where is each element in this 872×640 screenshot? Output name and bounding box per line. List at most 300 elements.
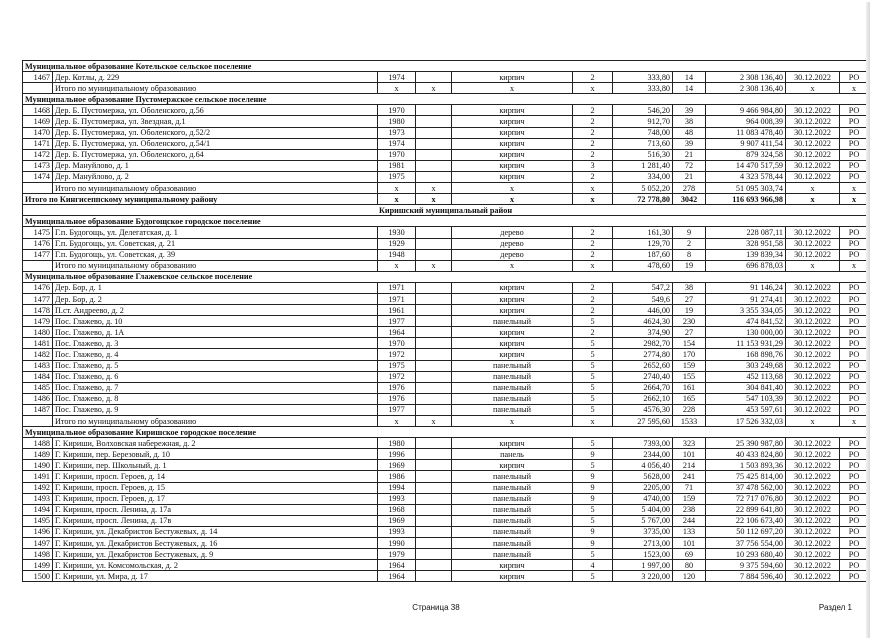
table-cell: 30.12.2022 <box>786 138 840 149</box>
table-row <box>23 449 869 460</box>
table-cell: Дер. Б. Пустомержа, ул. Звездная, д.1 <box>53 116 378 127</box>
table-cell: 5628,00 <box>613 471 673 482</box>
table-cell: 30.12.2022 <box>786 560 840 571</box>
table-cell: 27 595,60 <box>613 416 673 427</box>
table-cell: РО <box>840 482 869 493</box>
table-cell: Дер. Б. Пустомержа, ул. Оболенского, д.52/2 <box>53 127 378 138</box>
table-cell: Г. Кириши, ул. Комсомольская, д. 2 <box>53 560 378 571</box>
table-cell: панельный <box>452 360 573 371</box>
table-cell: РО <box>840 560 869 571</box>
table-cell <box>416 526 452 537</box>
table-cell <box>416 349 452 360</box>
table-cell: 9 <box>573 493 613 504</box>
table-cell: 1533 <box>673 416 706 427</box>
table-cell: 1478 <box>23 305 53 316</box>
table-cell: панельный <box>452 471 573 482</box>
table-cell: 333,80 <box>613 72 673 83</box>
table-cell: 22 106 673,40 <box>706 515 786 526</box>
table-cell: 91 274,41 <box>706 293 786 304</box>
table-cell: 11 083 478,40 <box>706 127 786 138</box>
table-cell: x <box>840 416 869 427</box>
table-cell: 21 <box>673 149 706 160</box>
table-cell: 30.12.2022 <box>786 327 840 338</box>
table-cell: 1485 <box>23 382 53 393</box>
table-cell: 1 281,40 <box>613 160 673 171</box>
table-cell: 214 <box>673 460 706 471</box>
table-cell: x <box>378 183 416 194</box>
table-cell: 2662,10 <box>613 393 673 404</box>
table-cell: 1981 <box>378 160 416 171</box>
table-cell: кирпич <box>452 149 573 160</box>
table-cell: 1480 <box>23 327 53 338</box>
table-cell: Итого по муниципальному образованию <box>53 416 378 427</box>
table-cell: 3042 <box>673 194 706 205</box>
table-cell <box>416 482 452 493</box>
table-cell: кирпич <box>452 305 573 316</box>
table-cell: 5 <box>573 515 613 526</box>
table-cell <box>416 338 452 349</box>
table-cell: 1970 <box>378 105 416 116</box>
table-cell: Итого по муниципальному образованию <box>53 183 378 194</box>
table-cell: x <box>573 260 613 271</box>
table-cell: 1498 <box>23 549 53 560</box>
table-cell: Пос. Глажево, д. 7 <box>53 382 378 393</box>
table-cell: 9 466 984,80 <box>706 105 786 116</box>
table-cell: 1477 <box>23 249 53 260</box>
table-cell: 713,60 <box>613 138 673 149</box>
table-cell: 159 <box>673 360 706 371</box>
district-title: Киришский муниципальный район <box>23 205 869 216</box>
table-cell <box>23 83 53 94</box>
table-cell: x <box>786 194 840 205</box>
table-cell: x <box>786 416 840 427</box>
table-cell: 2982,70 <box>613 338 673 349</box>
table-cell: 546,20 <box>613 105 673 116</box>
table-row <box>23 316 869 327</box>
table-cell: дерево <box>452 249 573 260</box>
table-cell: 1492 <box>23 482 53 493</box>
table-cell: 1476 <box>23 238 53 249</box>
table-cell: РО <box>840 526 869 537</box>
section-title: Муниципальное образование Котельское сельское поселение <box>23 61 869 72</box>
table-cell: 101 <box>673 449 706 460</box>
table-cell: 1499 <box>23 560 53 571</box>
table-row <box>23 305 869 316</box>
table-cell: 4 323 578,44 <box>706 171 786 182</box>
table-cell: 1964 <box>378 571 416 582</box>
table-cell: РО <box>840 338 869 349</box>
table-cell: РО <box>840 382 869 393</box>
table-cell: 165 <box>673 393 706 404</box>
table-cell: 696 878,03 <box>706 260 786 271</box>
table-cell <box>416 116 452 127</box>
table-row <box>23 127 869 138</box>
table-cell: панельный <box>452 504 573 515</box>
table-cell: 2740,40 <box>613 371 673 382</box>
table-cell: 30.12.2022 <box>786 238 840 249</box>
table-cell: 30.12.2022 <box>786 382 840 393</box>
table-cell: РО <box>840 438 869 449</box>
table-row <box>23 549 869 560</box>
table-cell: 30.12.2022 <box>786 571 840 582</box>
table-cell: 2 <box>573 249 613 260</box>
table-cell: РО <box>840 349 869 360</box>
table-row <box>23 293 869 304</box>
table-cell: Дер. Б. Пустомержа, ул. Оболенского, д.64 <box>53 149 378 160</box>
table-cell: 72 <box>673 160 706 171</box>
housing-register-table <box>22 60 869 582</box>
table-cell <box>416 105 452 116</box>
table-cell: 1474 <box>23 171 53 182</box>
table-cell <box>416 393 452 404</box>
table-cell: 133 <box>673 526 706 537</box>
district-total-row <box>23 194 869 205</box>
table-cell: 1468 <box>23 105 53 116</box>
table-cell: Итого по Кингисеппскому муниципальному району <box>23 194 378 205</box>
table-cell: 91 146,24 <box>706 282 786 293</box>
table-cell: 1961 <box>378 305 416 316</box>
table-cell: 1470 <box>23 127 53 138</box>
table-cell <box>416 72 452 83</box>
table-cell: 1969 <box>378 460 416 471</box>
table-cell: 1473 <box>23 160 53 171</box>
table-cell: 1490 <box>23 460 53 471</box>
table-cell: 154 <box>673 338 706 349</box>
table-cell: РО <box>840 316 869 327</box>
table-cell: Пос. Глажево, д. 8 <box>53 393 378 404</box>
table-cell: 80 <box>673 560 706 571</box>
table-row <box>23 327 869 338</box>
table-cell: Г. Кириши, ул. Декабристов Бестужевых, д. 9 <box>53 549 378 560</box>
table-cell: 2 <box>573 116 613 127</box>
table-cell: 5 <box>573 571 613 582</box>
table-cell: 1 503 893,36 <box>706 460 786 471</box>
table-cell <box>416 327 452 338</box>
table-cell: РО <box>840 515 869 526</box>
table-cell: 1469 <box>23 116 53 127</box>
table-row <box>23 404 869 415</box>
table-cell: Г.п. Будогощь, ул. Делегатская, д. 1 <box>53 227 378 238</box>
table-cell: x <box>378 260 416 271</box>
table-cell <box>416 160 452 171</box>
table-cell: 5 <box>573 360 613 371</box>
table-cell: Г. Кириши, пер. Школьный, д. 1 <box>53 460 378 471</box>
table-cell: Пос. Глажево, д. 10 <box>53 316 378 327</box>
table-cell: 1483 <box>23 360 53 371</box>
table-cell: РО <box>840 538 869 549</box>
table-cell <box>416 460 452 471</box>
district-header-row <box>23 205 869 216</box>
table-cell: кирпич <box>452 282 573 293</box>
table-cell: 1929 <box>378 238 416 249</box>
table-cell: кирпич <box>452 338 573 349</box>
subtotal-row <box>23 183 869 194</box>
table-cell <box>416 293 452 304</box>
table-cell: 228 087,11 <box>706 227 786 238</box>
table-cell: Г. Кириши, просп. Героев, д. 17 <box>53 493 378 504</box>
table-cell: 1481 <box>23 338 53 349</box>
table-cell: РО <box>840 227 869 238</box>
table-cell: 1973 <box>378 127 416 138</box>
table-cell: 161 <box>673 382 706 393</box>
table-cell: x <box>573 416 613 427</box>
table-cell: 1972 <box>378 371 416 382</box>
table-cell: 333,80 <box>613 83 673 94</box>
table-row <box>23 249 869 260</box>
table-cell <box>416 171 452 182</box>
table-cell <box>416 282 452 293</box>
table-cell: 5 <box>573 371 613 382</box>
table-cell: РО <box>840 72 869 83</box>
table-cell: 879 324,58 <box>706 149 786 160</box>
table-cell: Г. Кириши, Волховская набережная, д. 2 <box>53 438 378 449</box>
table-cell: 2 <box>573 293 613 304</box>
table-cell: кирпич <box>452 349 573 360</box>
table-cell: x <box>786 83 840 94</box>
table-cell: 40 433 824,80 <box>706 449 786 460</box>
table-cell <box>416 560 452 571</box>
table-row <box>23 526 869 537</box>
table-cell <box>416 360 452 371</box>
table-row <box>23 571 869 582</box>
table-cell: 1993 <box>378 526 416 537</box>
table-cell: 5 <box>573 549 613 560</box>
table-cell: 3735,00 <box>613 526 673 537</box>
table-cell: 51 095 303,74 <box>706 183 786 194</box>
table-cell <box>23 416 53 427</box>
table-cell: 30.12.2022 <box>786 171 840 182</box>
table-cell: 4 <box>573 560 613 571</box>
table-cell: дерево <box>452 227 573 238</box>
table-row <box>23 282 869 293</box>
table-cell: x <box>378 194 416 205</box>
table-cell: РО <box>840 105 869 116</box>
table-cell: 19 <box>673 305 706 316</box>
table-cell: 1472 <box>23 149 53 160</box>
table-cell: Итого по муниципальному образованию <box>53 260 378 271</box>
table-cell: кирпич <box>452 138 573 149</box>
table-cell: 72 778,80 <box>613 194 673 205</box>
section-title: Муниципальное образование Киришское городское поселение <box>23 427 869 438</box>
table-cell: x <box>452 83 573 94</box>
table-cell: 1972 <box>378 349 416 360</box>
table-cell: РО <box>840 393 869 404</box>
table-cell: 2 <box>573 149 613 160</box>
table-row <box>23 438 869 449</box>
table-cell: 25 390 987,80 <box>706 438 786 449</box>
table-cell: 30.12.2022 <box>786 149 840 160</box>
table-cell: 7 884 596,40 <box>706 571 786 582</box>
table-cell: 2 <box>573 138 613 149</box>
table-cell: 1975 <box>378 171 416 182</box>
table-cell: панельный <box>452 393 573 404</box>
table-cell: П.ст. Андреево, д. 2 <box>53 305 378 316</box>
table-cell: 3 <box>573 160 613 171</box>
table-cell: РО <box>840 116 869 127</box>
table-cell: 453 597,61 <box>706 404 786 415</box>
table-cell: 244 <box>673 515 706 526</box>
table-cell: x <box>573 194 613 205</box>
table-cell: 1990 <box>378 538 416 549</box>
table-row <box>23 460 869 471</box>
table-cell: 1979 <box>378 549 416 560</box>
table-cell: 2713,00 <box>613 538 673 549</box>
table-cell: 1964 <box>378 560 416 571</box>
table-cell: кирпич <box>452 160 573 171</box>
table-cell: x <box>573 183 613 194</box>
table-cell: 30.12.2022 <box>786 116 840 127</box>
table-cell: 37 756 554,00 <box>706 538 786 549</box>
table-cell: 30.12.2022 <box>786 293 840 304</box>
table-cell: 5 <box>573 382 613 393</box>
table-cell: 1488 <box>23 438 53 449</box>
table-cell: 1986 <box>378 471 416 482</box>
table-cell: 30.12.2022 <box>786 349 840 360</box>
table-cell <box>23 183 53 194</box>
table-cell: 1975 <box>378 360 416 371</box>
table-cell: 9 375 594,60 <box>706 560 786 571</box>
table-cell <box>416 127 452 138</box>
section-title: Муниципальное образование Глажевское сельское поселение <box>23 271 869 282</box>
table-cell: 5 <box>573 460 613 471</box>
table-cell <box>416 316 452 327</box>
table-cell: Дер. Бор, д. 1 <box>53 282 378 293</box>
table-cell: 11 153 931,29 <box>706 338 786 349</box>
table-cell: 30.12.2022 <box>786 227 840 238</box>
table-cell: 1497 <box>23 538 53 549</box>
table-cell: 38 <box>673 116 706 127</box>
table-cell <box>416 438 452 449</box>
table-cell: 30.12.2022 <box>786 493 840 504</box>
table-row <box>23 493 869 504</box>
table-cell: РО <box>840 305 869 316</box>
table-cell: 39 <box>673 138 706 149</box>
table-cell: 9 907 411,54 <box>706 138 786 149</box>
table-cell: 1487 <box>23 404 53 415</box>
table-cell: 1467 <box>23 72 53 83</box>
table-cell: x <box>416 260 452 271</box>
table-cell: 50 112 697,20 <box>706 526 786 537</box>
table-cell: 1475 <box>23 227 53 238</box>
table-cell: дерево <box>452 238 573 249</box>
table-cell: панельный <box>452 526 573 537</box>
table-cell: 30.12.2022 <box>786 438 840 449</box>
table-cell: 30.12.2022 <box>786 371 840 382</box>
table-row <box>23 338 869 349</box>
table-cell: 1980 <box>378 116 416 127</box>
table-cell: 30.12.2022 <box>786 449 840 460</box>
table-cell: Г. Кириши, ул. Декабристов Бестужевых, д. 16 <box>53 538 378 549</box>
table-cell: x <box>840 260 869 271</box>
table-cell: 4740,00 <box>613 493 673 504</box>
table-cell: 39 <box>673 105 706 116</box>
page-footer <box>0 603 872 617</box>
table-cell: 9 <box>573 471 613 482</box>
table-cell: 1495 <box>23 515 53 526</box>
table-cell: x <box>452 183 573 194</box>
table-cell: 139 839,34 <box>706 249 786 260</box>
table-cell: Итого по муниципальному образованию <box>53 83 378 94</box>
table-row <box>23 393 869 404</box>
table-cell: 2 <box>573 127 613 138</box>
table-cell: панельный <box>452 482 573 493</box>
table-cell: 1491 <box>23 471 53 482</box>
page-number: Страница 38 <box>412 603 460 612</box>
table-cell: РО <box>840 571 869 582</box>
table-cell: 5 767,00 <box>613 515 673 526</box>
table-cell: 1489 <box>23 449 53 460</box>
table-cell: 5 052,20 <box>613 183 673 194</box>
table-cell: кирпич <box>452 327 573 338</box>
table-cell: 964 008,39 <box>706 116 786 127</box>
table-cell: 30.12.2022 <box>786 360 840 371</box>
table-cell: 2652,60 <box>613 360 673 371</box>
table-cell: РО <box>840 549 869 560</box>
section-title: Муниципальное образование Пустомержское сельское поселение <box>23 94 869 105</box>
table-row <box>23 382 869 393</box>
table-cell: x <box>840 194 869 205</box>
table-cell: 155 <box>673 371 706 382</box>
table-cell: 9 <box>573 526 613 537</box>
table-cell: 19 <box>673 260 706 271</box>
table-cell: 30.12.2022 <box>786 482 840 493</box>
table-cell: РО <box>840 138 869 149</box>
table-cell: РО <box>840 293 869 304</box>
table-cell: 334,00 <box>613 171 673 182</box>
table-cell: 69 <box>673 549 706 560</box>
table-cell: 5 <box>573 438 613 449</box>
table-cell: 228 <box>673 404 706 415</box>
table-cell <box>416 227 452 238</box>
table-cell: 452 113,68 <box>706 371 786 382</box>
table-cell: кирпич <box>452 438 573 449</box>
table-cell: 1971 <box>378 282 416 293</box>
table-cell: 238 <box>673 504 706 515</box>
table-row <box>23 538 869 549</box>
table-cell: 9 <box>673 227 706 238</box>
table-cell: 549,6 <box>613 293 673 304</box>
table-cell: 1993 <box>378 493 416 504</box>
table-cell: 30.12.2022 <box>786 160 840 171</box>
table-cell: панельный <box>452 404 573 415</box>
table-cell: 230 <box>673 316 706 327</box>
table-cell: 5 404,00 <box>613 504 673 515</box>
table-cell: 30.12.2022 <box>786 504 840 515</box>
table-cell: 9 <box>573 449 613 460</box>
table-cell: Дер. Мануйлово, д. 1 <box>53 160 378 171</box>
table-cell: панельный <box>452 549 573 560</box>
table-cell: 4 056,40 <box>613 460 673 471</box>
table-cell: панельный <box>452 316 573 327</box>
table-cell: 2 <box>673 238 706 249</box>
table-cell: кирпич <box>452 116 573 127</box>
table-cell: 2 <box>573 227 613 238</box>
table-cell: 120 <box>673 571 706 582</box>
table-cell: x <box>416 183 452 194</box>
section-header-row <box>23 94 869 105</box>
table-cell: кирпич <box>452 127 573 138</box>
table-cell: 1971 <box>378 293 416 304</box>
table-cell: x <box>378 416 416 427</box>
table-cell: Пос. Глажево, д. 4 <box>53 349 378 360</box>
table-cell: 168 898,76 <box>706 349 786 360</box>
table-cell: панельный <box>452 538 573 549</box>
table-cell: 478,60 <box>613 260 673 271</box>
table-cell: 30.12.2022 <box>786 549 840 560</box>
table-cell: 129,70 <box>613 238 673 249</box>
table-cell: 8 <box>673 249 706 260</box>
table-row <box>23 515 869 526</box>
